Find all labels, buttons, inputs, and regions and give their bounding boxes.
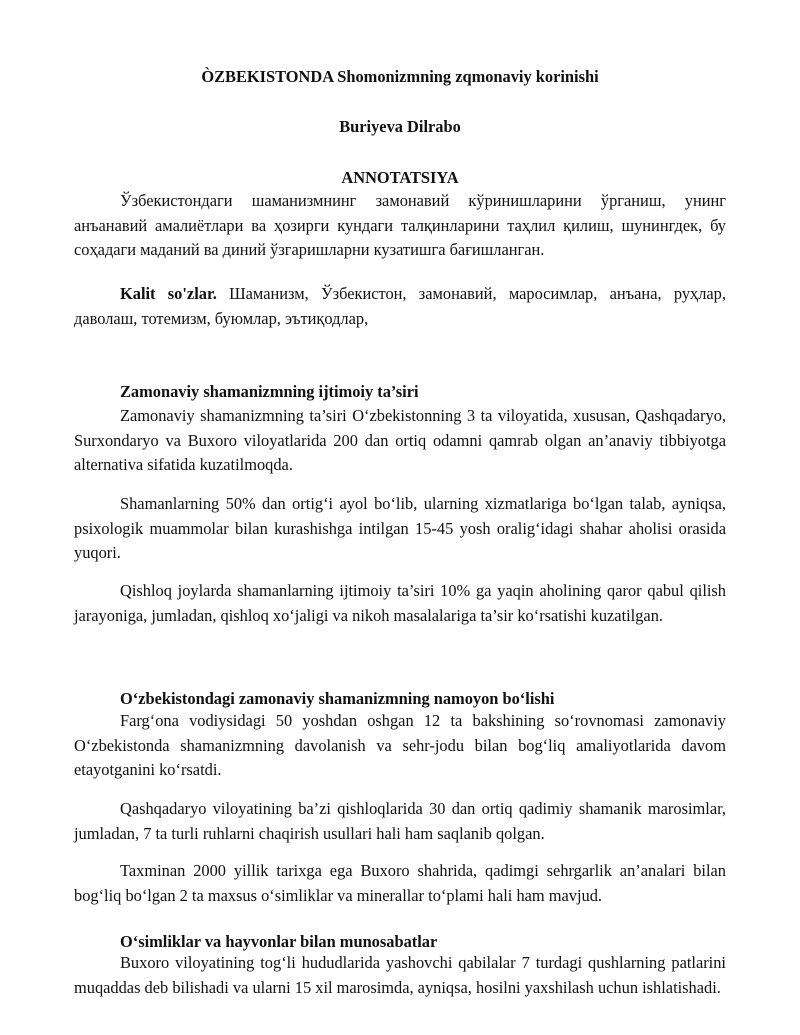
section-paragraph: Buxoro viloyatining tog‘li hududlarida yashovchi qabilalar 7 turdagi qushlarning patlarini muqaddas deb bilishadi va ularni 15 xil marosimda, ayniqsa, hosilni yaxshilash uchun ishlatishadi. [74, 953, 726, 997]
section-paragraph: Taxminan 2000 yillik tarixga ega Buxoro shahrida, qadimgi sehrgarlik an’analari bilan bog‘liq bo‘lgan 2 ta maxsus o‘simliklar va minerallar to‘plami hali ham mavjud. [74, 861, 726, 905]
annotation-heading: ANNOTATSIYA [341, 168, 459, 187]
section-heading-social-impact: Zamonaviy shamanizmning ijtimoiy ta’siri [120, 382, 419, 401]
section-paragraph: Shamanlarning 50% dan ortig‘i ayol bo‘lib, ularning xizmatlariga bo‘lgan talab, ayniqsa, psixologik muammolar bilan kurashishga intilgan 15-45 yosh oralig‘idagi shahar aholisi orasida yuqori. [74, 494, 726, 562]
annotation-paragraph: Ўзбекистондаги шаманизмнинг замонавий кўринишларини ўрганиш, унинг анъанавий амалиётлари ва ҳозирги кундаги талқинларини таҳлил қилиш, шунингдек, бу соҳадаги маданий ва диний ўзгаришларни кузатишга бағишланган. [74, 191, 726, 259]
section-paragraph: Qashqadaryo viloyatining ba’zi qishloqlarida 30 dan ortiq qadimiy shamanik marosimlar, jumladan, 7 ta turli ruhlarni chaqirish usullari hali ham saqlanib qolgan. [74, 799, 726, 843]
keywords-label: Kalit so'zlar. [120, 284, 217, 303]
keywords-list: Шаманизм, Ўзбекистон, замонавий, маросимлар, анъана, руҳлар, даволаш, тотемизм, буюмлар, эътиқодлар, [74, 284, 726, 328]
section-paragraph: Farg‘ona vodiysidagi 50 yoshdan oshgan 12 ta bakshining so‘rovnomasi zamonaviy O‘zbekistonda shamanizmning davolanish va sehr-jodu bilan bog‘liq amaliyotlarida davom etayotganini ko‘rsatdi. [74, 711, 726, 779]
section-paragraph: Qishloq joylarda shamanlarning ijtimoiy ta’siri 10% ga yaqin aholining qaror qabul qilish jarayoniga, jumladan, qishloq xo‘jaligi va nikoh masalalariga ta’sir ko‘rsatishi kuzatilgan. [74, 581, 726, 625]
keywords-paragraph [74, 282, 726, 331]
section-heading-plants-animals: O‘simliklar va hayvonlar bilan munosabatlar [120, 932, 438, 951]
section-paragraph: Zamonaviy shamanizmning ta’siri O‘zbekistonning 3 ta viloyatida, xususan, Qashqadaryo, Surxondaryo va Buxoro viloyatlarida 200 dan ortiq odamni qamrab olgan an’anaviy tibbiyotga alternativa sifatida kuzatilmoqda. [74, 406, 726, 474]
author-name: Buriyeva Dilrabo [339, 117, 461, 136]
document-title: ÒZBEKISTONDA Shomonizmning zqmonaviy korinishi [201, 67, 599, 86]
section-heading-manifestation: O‘zbekistondagi zamonaviy shamanizmning namoyon bo‘lishi [120, 689, 555, 708]
